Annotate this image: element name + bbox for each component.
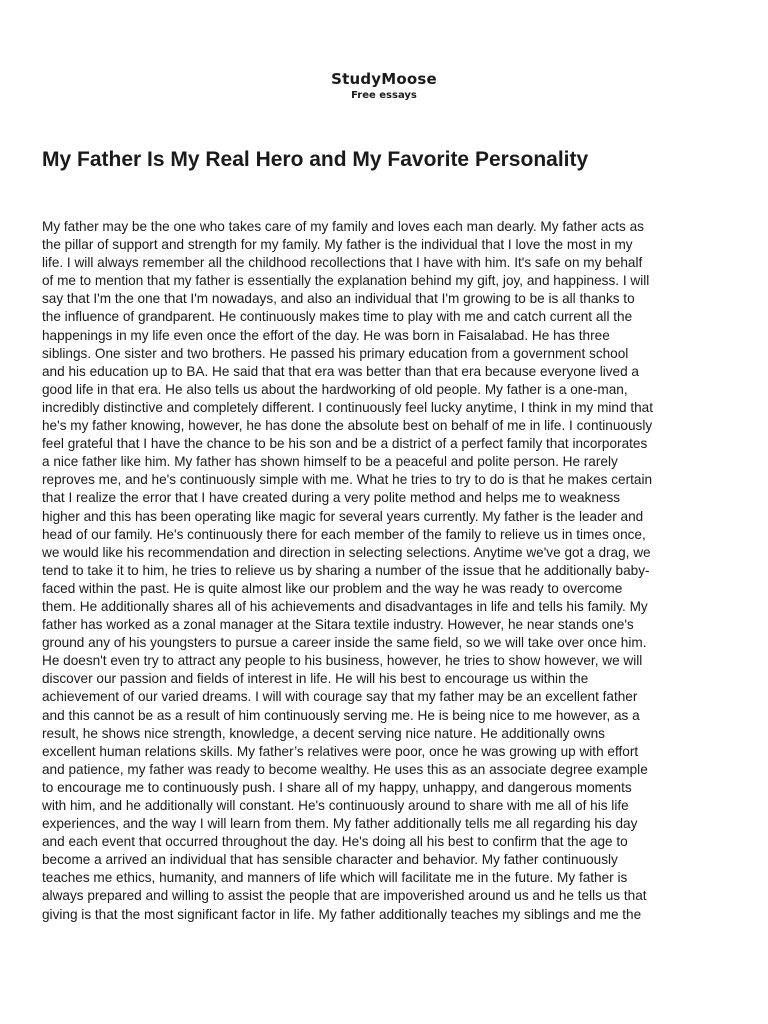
essay-line: feel grateful that I have the chance to be his son and be a district of a perfect family that incorporates [42, 436, 648, 452]
essay-line: the pillar of support and strength for my family. My father is the individual that I love the most in my [42, 237, 633, 253]
essay-line: father has worked as a zonal manager at the Sitara textile industry. However, he near stands one's [42, 617, 634, 633]
essay-line: and each event that occurred throughout the day. He's doing all his best to confirm that the age to [42, 834, 628, 850]
essay-line: to encourage me to continuously push. I share all of my happy, unhappy, and dangerous moments [42, 779, 632, 795]
essay-line: good life in that era. He also tells us about the hardworking of old people. My father is a one-man, [42, 381, 628, 397]
brand-tagline: Free essays [351, 90, 417, 101]
essay-line: reproves me, and he's continuously simple with me. What he tries to try to do is that he makes certain [42, 472, 653, 488]
essay-line: ground any of his youngsters to pursue a career inside the same field, so we will take over once him. [42, 635, 647, 651]
essay-line: of me to mention that my father is essentially the explanation behind my gift, joy, and happiness. I will [42, 273, 650, 289]
essay-title: My Father Is My Real Hero and My Favorite Personality [42, 148, 589, 171]
essay-line: that I realize the error that I have created during a very polite method and helps me to weakness [42, 490, 621, 506]
essay-line: result, he shows nice strength, knowledge, a decent serving nice nature. He additionally owns [42, 725, 605, 741]
brand-logo[interactable]: StudyMoose [331, 70, 437, 88]
essay-line: achievement of our varied dreams. I will with courage say that my father may be an excellent father [42, 689, 638, 705]
essay-line: and patience, my father was ready to become wealthy. He uses this as an associate degree example [42, 761, 648, 777]
essay-line: always prepared and willing to assist the people that are impoverished around us and he tells us that [42, 888, 647, 904]
essay-line: discover our passion and fields of interest in life. He will his best to encourage us within the [42, 671, 589, 687]
essay-line: and this cannot be as a result of him continuously serving me. He is being nice to me however, as a [42, 707, 640, 723]
essay-line: say that I'm the one that I'm nowadays, and also an individual that I'm growing to be is all thanks to [42, 291, 635, 307]
essay-line: experiences, and the way I will learn from them. My father additionally tells me all regarding his day [42, 816, 638, 832]
essay-body [42, 218, 728, 924]
essay-line: head of our family. He's continuously there for each member of the family to relieve us in times once, [42, 526, 646, 542]
essay-line: life. I will always remember all the childhood recollections that I have with him. It's safe on my behalf [42, 255, 643, 271]
essay-line: faced within the past. He is quite almost like our problem and the way he was ready to overcome [42, 580, 623, 596]
essay-line: higher and this has been operating like magic for several years currently. My father is the leader and [42, 508, 644, 524]
site-header [0, 70, 768, 102]
essay-line: a nice father like him. My father has shown himself to be a peaceful and polite person. He rarely [42, 454, 618, 470]
essay-line: we would like his recommendation and direction in selecting selections. Anytime we've got a drag, we [42, 544, 651, 560]
essay-line: the influence of grandparent. He continuously makes time to play with me and catch current all the [42, 309, 633, 325]
essay-line: My father may be the one who takes care of my family and loves each man dearly. My father acts as [42, 219, 644, 234]
essay-line: become a arrived an individual that has sensible character and behavior. My father continuously [42, 852, 618, 868]
essay-line: and his education up to BA. He said that that era was better than that era because everyone lived a [42, 363, 639, 379]
essay-line: He doesn't even try to attract any people to his business, however, he tries to show however, we will [42, 653, 643, 669]
essay-line: tend to take it to him, he tries to relieve us by sharing a number of the issue that he additionally baby- [42, 562, 650, 578]
essay-line: them. He additionally shares all of his achievements and disadvantages in life and tells his family. My [42, 598, 648, 614]
essay-line: happenings in my life even once the effort of the day. He was born in Faisalabad. He has three [42, 327, 610, 343]
essay-line: teaches me ethics, humanity, and manners of life which will facilitate me in the future. My father is [42, 870, 628, 886]
essay-line: he's my father knowing, however, he has done the absolute best on behalf of me in life. I continuously [42, 418, 653, 434]
essay-line: excellent human relations skills. My father’s relatives were poor, once he was growing up with effort [42, 743, 639, 759]
essay-line: incredibly distinctive and completely different. I continuously feel lucky anytime, I think in my mind that [42, 399, 654, 415]
essay-line: giving is that the most significant factor in life. My father additionally teaches my siblings and me the [42, 906, 642, 922]
essay-line: with him, and he additionally will constant. He's continuously around to share with me all of his life [42, 798, 629, 813]
essay-line: siblings. One sister and two brothers. He passed his primary education from a government school [42, 345, 629, 361]
